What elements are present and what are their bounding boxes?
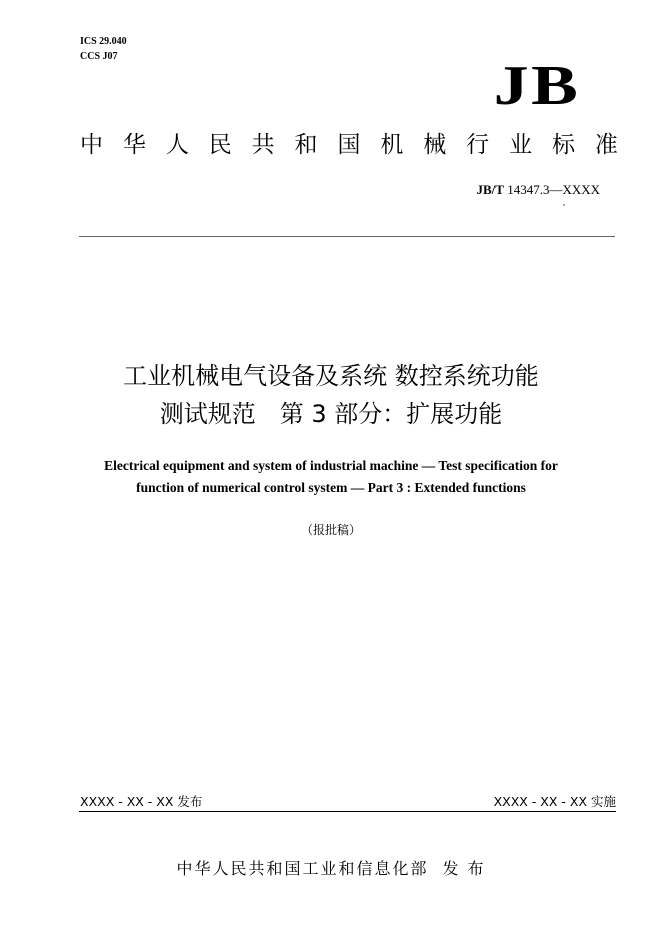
stray-dot xyxy=(563,204,565,206)
publisher-action: 发 布 xyxy=(442,859,486,878)
standard-number-value: 14347.3—XXXX xyxy=(507,182,600,197)
implementation-date: XXXX - XX - XX 实施 xyxy=(493,794,616,809)
category-char: 人 xyxy=(165,132,189,158)
bottom-divider xyxy=(79,811,616,812)
category-char: 行 xyxy=(466,132,490,158)
classification-codes xyxy=(80,34,127,64)
category-char: 和 xyxy=(294,132,318,158)
publisher-name: 中华人民共和国工业和信息化部 xyxy=(176,859,429,878)
category-char: 标 xyxy=(551,132,575,158)
category-char: 中 xyxy=(80,132,103,158)
category-char: 准 xyxy=(594,132,618,158)
category-char: 械 xyxy=(423,132,447,158)
category-char: 共 xyxy=(251,132,275,158)
standard-number xyxy=(476,182,600,198)
standard-category-title xyxy=(80,130,618,160)
publisher-line xyxy=(0,858,662,880)
category-char: 国 xyxy=(337,132,361,158)
issue-date: XXXX - XX - XX 发布 xyxy=(80,794,203,809)
category-char: 业 xyxy=(509,132,533,158)
top-divider xyxy=(79,236,615,237)
category-char: 华 xyxy=(122,132,146,158)
standard-number-prefix: JB/T xyxy=(476,182,504,197)
category-char: 民 xyxy=(208,132,232,158)
draft-status: （报批稿） xyxy=(300,523,361,537)
english-title-line-2: function of numerical control system — Part 3 : Extended functions xyxy=(136,480,526,495)
category-char: 机 xyxy=(380,132,404,158)
ccs-code: CCS J07 xyxy=(80,51,118,62)
chinese-title-line-1: 工业机械电气设备及系统 数控系统功能 xyxy=(123,362,539,390)
english-title-line-1: Electrical equipment and system of industrial machine — Test specification for xyxy=(104,458,558,473)
chinese-title-line-2: 测试规范 第 3 部分：扩展功能 xyxy=(159,400,503,428)
ics-code: ICS 29.040 xyxy=(80,36,127,47)
jb-logo: JB xyxy=(493,55,580,117)
